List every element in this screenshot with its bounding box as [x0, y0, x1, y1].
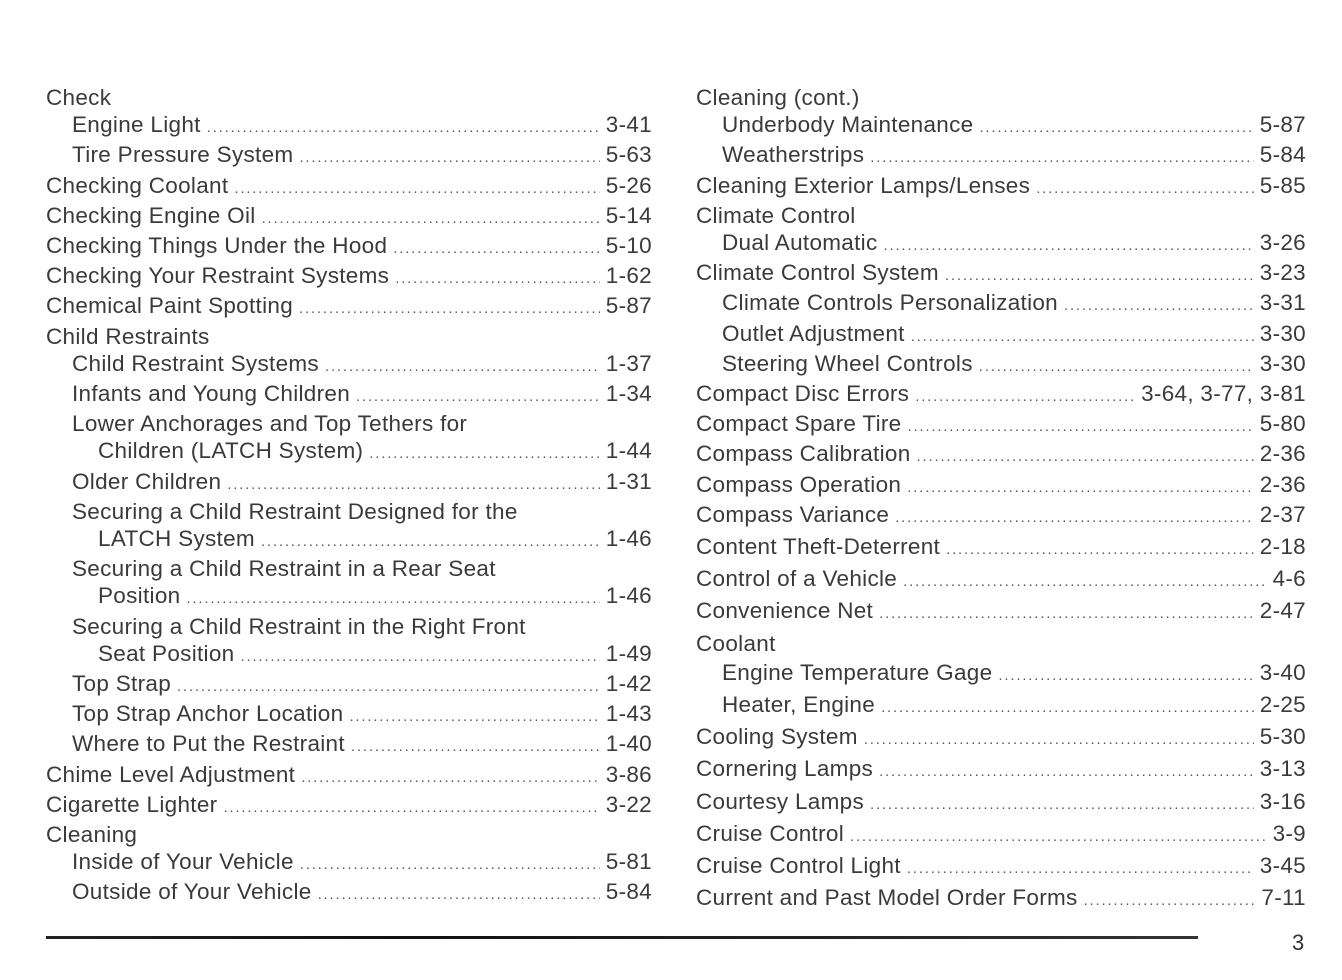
dot-leader: [917, 443, 1254, 470]
entry-text: Securing a Child Restraint Designed for the: [72, 498, 518, 524]
dot-leader: [1084, 887, 1256, 914]
index-entry: [696, 84, 1306, 111]
index-line: [696, 820, 1306, 850]
page-reference: 2-18: [1259, 534, 1306, 560]
dot-leader: [369, 440, 599, 467]
page-reference: 5-87: [1259, 112, 1306, 138]
page-reference: 5-81: [605, 849, 652, 875]
dot-leader: [299, 144, 599, 171]
entry-text: Checking Engine Oil: [46, 202, 256, 228]
entry-text: Cruise Control Light: [696, 853, 901, 879]
page-reference: 5-26: [605, 172, 652, 198]
dot-leader: [186, 585, 599, 612]
index-line: [72, 111, 652, 141]
index-line: [72, 878, 652, 908]
index-subentry: [46, 613, 652, 670]
index-line: [72, 700, 652, 730]
page-reference: 3-64, 3-77, 3-81: [1141, 381, 1306, 407]
index-subentry: [46, 730, 652, 760]
entry-text: Current and Past Model Order Forms: [696, 885, 1078, 911]
index-entry: [46, 84, 652, 111]
page-reference: 1-40: [605, 731, 652, 757]
entry-text: Steering Wheel Controls: [722, 350, 973, 376]
index-subentry: [46, 111, 652, 141]
page-reference: 7-11: [1261, 885, 1306, 911]
index-subentry: [696, 111, 1306, 141]
index-line: [46, 202, 652, 232]
dot-leader: [301, 764, 600, 791]
index-subentry: [46, 498, 652, 555]
dot-leader: [1064, 292, 1254, 319]
index-entry: [696, 884, 1306, 914]
index-line-continued: [72, 640, 652, 670]
index-line: [72, 498, 652, 525]
entry-text: Checking Your Restraint Systems: [46, 263, 390, 289]
index-line: [46, 172, 652, 202]
entry-text-continued: LATCH System: [98, 526, 255, 552]
dot-leader: [234, 175, 599, 202]
dot-leader: [915, 383, 1135, 410]
index-line: [696, 202, 1306, 229]
dot-leader: [227, 471, 600, 498]
index-entry: [696, 533, 1306, 563]
index-entry: [696, 755, 1306, 785]
index-entry: [696, 597, 1306, 627]
dot-leader: [240, 643, 599, 670]
index-line-continued: [72, 437, 652, 467]
index-line: [696, 565, 1306, 595]
entry-text: Cleaning (cont.): [696, 85, 860, 110]
entry-text: Heater, Engine: [722, 692, 876, 718]
page-reference: 5-30: [1259, 724, 1306, 750]
index-subentry: [46, 670, 652, 700]
dot-leader: [850, 823, 1267, 850]
dot-leader: [879, 600, 1254, 627]
index-line: [696, 884, 1306, 914]
entry-text: Courtesy Lamps: [696, 788, 865, 814]
index-line: [46, 232, 652, 262]
entry-text: Dual Automatic: [722, 230, 878, 256]
entry-text: Infants and Young Children: [72, 381, 351, 407]
entry-text: Chime Level Adjustment: [46, 761, 296, 787]
dot-leader: [356, 383, 600, 410]
index-entry: [696, 820, 1306, 850]
index-subentry: [696, 659, 1306, 689]
page-reference: 3-26: [1259, 230, 1306, 256]
index-line: [696, 84, 1306, 111]
index-line: [722, 350, 1306, 380]
index-subentry: [46, 848, 652, 878]
entry-text: Underbody Maintenance: [722, 112, 974, 138]
dot-leader: [395, 265, 600, 292]
dot-leader: [870, 791, 1254, 818]
index-subentry: [46, 141, 652, 171]
entry-text: Securing a Child Restraint in a Rear Seat: [72, 556, 496, 582]
index-subentry: [696, 289, 1306, 319]
entry-text-continued: Children (LATCH System): [98, 438, 364, 464]
index-entry: [46, 821, 652, 848]
page-reference: 5-14: [605, 202, 652, 228]
dot-leader: [262, 205, 600, 232]
index-subentry: [46, 380, 652, 410]
index-line-continued: [72, 525, 652, 555]
page-reference: 1-44: [605, 438, 652, 464]
dot-leader: [884, 232, 1254, 259]
dot-leader: [903, 568, 1266, 595]
page-reference: 3-30: [1259, 320, 1306, 346]
page-reference: 3-9: [1272, 820, 1306, 846]
entry-text: Compass Calibration: [696, 441, 911, 467]
index-line: [696, 533, 1306, 563]
dot-leader: [864, 726, 1254, 753]
index-subentry: [696, 691, 1306, 721]
page-reference: 1-34: [605, 381, 652, 407]
page-reference: 3-40: [1259, 659, 1306, 685]
index-line: [696, 597, 1306, 627]
dot-leader: [907, 855, 1254, 882]
index-subentry: [696, 141, 1306, 171]
page-reference: 2-47: [1259, 598, 1306, 624]
index-entry: [696, 723, 1306, 753]
index-line: [72, 730, 652, 760]
index-line: [72, 350, 652, 380]
index-line: [72, 141, 652, 171]
entry-text: Child Restraints: [46, 323, 210, 349]
entry-text: Chemical Paint Spotting: [46, 293, 294, 319]
dot-leader: [946, 536, 1254, 563]
page-reference: 5-63: [605, 142, 652, 168]
entry-text: Content Theft-Deterrent: [696, 534, 941, 560]
index-entry: [696, 259, 1306, 289]
page-reference: 3-22: [605, 791, 652, 817]
page-number: 3: [1292, 930, 1305, 955]
page-reference: 2-36: [1259, 441, 1306, 467]
index-entry: [696, 852, 1306, 882]
entry-text: Securing a Child Restraint in the Right Front: [72, 613, 526, 639]
page-reference: 3-13: [1259, 756, 1306, 782]
dot-leader: [881, 694, 1254, 721]
entry-text: Control of a Vehicle: [696, 566, 898, 592]
index-subentry: [46, 878, 652, 908]
page-reference: 5-80: [1259, 411, 1306, 437]
index-entry: [696, 565, 1306, 595]
index-line: [722, 111, 1306, 141]
entry-text: Check: [46, 85, 112, 110]
index-line: [46, 292, 652, 322]
index-entry: [46, 202, 652, 232]
index-line: [72, 468, 652, 498]
page-reference: 5-84: [605, 879, 652, 905]
entry-text: Cleaning: [46, 822, 138, 848]
dot-leader: [998, 662, 1253, 689]
index-subentry: [696, 350, 1306, 380]
index-column-left: [46, 84, 652, 909]
index-entry: [696, 630, 1306, 657]
dot-leader: [979, 353, 1254, 380]
page-reference: 3-45: [1259, 853, 1306, 879]
index-line: [72, 848, 652, 878]
page-reference: 5-10: [605, 233, 652, 259]
page-reference: 1-62: [605, 263, 652, 289]
entry-text: Weatherstrips: [722, 142, 865, 168]
entry-text: Outlet Adjustment: [722, 320, 905, 346]
index-line: [696, 755, 1306, 785]
index-line: [696, 380, 1306, 410]
index-line: [72, 380, 652, 410]
entry-text: Compact Spare Tire: [696, 411, 902, 437]
index-entry: [46, 172, 652, 202]
page-reference: 3-31: [1259, 290, 1306, 316]
entry-text: Engine Light: [72, 112, 201, 138]
entry-text-continued: Position: [98, 583, 181, 609]
index-subentry: [696, 229, 1306, 259]
dot-leader: [325, 353, 600, 380]
dot-leader: [979, 114, 1253, 141]
entry-text: Convenience Net: [696, 598, 874, 624]
index-entry: [46, 791, 652, 821]
page-reference: 5-85: [1259, 172, 1306, 198]
index-line: [72, 613, 652, 640]
index-line: [46, 761, 652, 791]
index-line: [46, 262, 652, 292]
index-line: [72, 555, 652, 582]
page-reference: 3-86: [605, 761, 652, 787]
index-entry: [696, 501, 1306, 531]
footer-rule: [46, 936, 1198, 939]
entry-text: Inside of Your Vehicle: [72, 849, 294, 875]
index-entry: [696, 202, 1306, 229]
index-entry: [696, 471, 1306, 501]
dot-leader: [911, 323, 1254, 350]
dot-leader: [223, 794, 599, 821]
page-reference: 3-16: [1259, 788, 1306, 814]
index-subentry: [696, 320, 1306, 350]
index-line-continued: [72, 582, 652, 612]
page-reference: 2-37: [1259, 501, 1306, 527]
entry-text: Outside of Your Vehicle: [72, 879, 312, 905]
page-reference: 5-87: [605, 293, 652, 319]
entry-text: Compass Operation: [696, 471, 902, 497]
entry-text: Coolant: [696, 630, 776, 656]
dot-leader: [945, 262, 1254, 289]
index-entry: [46, 323, 652, 350]
index-line: [696, 440, 1306, 470]
page-reference: 5-84: [1259, 142, 1306, 168]
index-entry: [46, 292, 652, 322]
page-reference: 1-49: [605, 640, 652, 666]
index-line: [72, 670, 652, 700]
entry-text: Cigarette Lighter: [46, 791, 218, 817]
page-reference: 1-37: [605, 350, 652, 376]
index-line: [46, 84, 652, 111]
index-subentry: [46, 468, 652, 498]
dot-leader: [907, 474, 1254, 501]
index-line: [722, 229, 1306, 259]
page-reference: 3-41: [605, 112, 652, 138]
index-line: [696, 723, 1306, 753]
index-entry: [696, 788, 1306, 818]
page-reference: 1-46: [605, 526, 652, 552]
dot-leader: [261, 528, 600, 555]
dot-leader: [351, 733, 600, 760]
dot-leader: [299, 295, 600, 322]
entry-text-continued: Seat Position: [98, 640, 235, 666]
entry-text: Cleaning Exterior Lamps/Lenses: [696, 172, 1031, 198]
page-reference: 3-23: [1259, 260, 1306, 286]
entry-text: Where to Put the Restraint: [72, 731, 345, 757]
index-column-right: [696, 84, 1306, 914]
index-line: [72, 410, 652, 437]
index-line: [696, 788, 1306, 818]
entry-text: Cornering Lamps: [696, 756, 874, 782]
dot-leader: [1036, 175, 1254, 202]
entry-text: Cooling System: [696, 724, 858, 750]
dot-leader: [870, 144, 1253, 171]
entry-text: Checking Things Under the Hood: [46, 233, 388, 259]
index-entry: [46, 262, 652, 292]
entry-text: Climate Control System: [696, 260, 939, 286]
index-line: [722, 691, 1306, 721]
entry-text: Cruise Control: [696, 820, 844, 846]
page-reference: 1-42: [605, 671, 652, 697]
entry-text: Older Children: [72, 468, 222, 494]
index-subentry: [46, 410, 652, 467]
dot-leader: [300, 851, 600, 878]
page-reference: 1-46: [605, 583, 652, 609]
dot-leader: [207, 114, 600, 141]
index-line: [722, 141, 1306, 171]
index-subentry: [46, 350, 652, 380]
page-reference: 2-25: [1259, 692, 1306, 718]
entry-text: Compass Variance: [696, 501, 890, 527]
index-entry: [696, 172, 1306, 202]
index-line: [696, 259, 1306, 289]
page-reference: 1-31: [605, 468, 652, 494]
page-reference: 3-30: [1259, 350, 1306, 376]
dot-leader: [895, 504, 1254, 531]
dot-leader: [879, 758, 1254, 785]
index-line: [722, 320, 1306, 350]
entry-text: Engine Temperature Gage: [722, 659, 993, 685]
index-line: [696, 852, 1306, 882]
entry-text: Checking Coolant: [46, 172, 229, 198]
entry-text: Child Restraint Systems: [72, 350, 319, 376]
dot-leader: [907, 413, 1253, 440]
index-subentry: [46, 700, 652, 730]
entry-text: Lower Anchorages and Top Tethers for: [72, 411, 468, 437]
dot-leader: [318, 881, 600, 908]
entry-text: Top Strap: [72, 671, 172, 697]
index-entry: [696, 380, 1306, 410]
entry-text: Climate Control: [696, 202, 856, 228]
index-subentry: [46, 555, 652, 612]
dot-leader: [393, 235, 599, 262]
dot-leader: [349, 703, 599, 730]
page-reference: 1-43: [605, 701, 652, 727]
index-line: [696, 630, 1306, 657]
entry-text: Top Strap Anchor Location: [72, 701, 344, 727]
index-line: [722, 289, 1306, 319]
index-line: [722, 659, 1306, 689]
entry-text: Tire Pressure System: [72, 142, 294, 168]
entry-text: Climate Controls Personalization: [722, 290, 1058, 316]
index-line: [46, 821, 652, 848]
page-reference: 2-36: [1259, 471, 1306, 497]
index-line: [696, 501, 1306, 531]
index-line: [46, 323, 652, 350]
index-entry: [46, 761, 652, 791]
dot-leader: [177, 673, 600, 700]
index-line: [696, 410, 1306, 440]
index-entry: [696, 440, 1306, 470]
index-entry: [696, 410, 1306, 440]
index-line: [696, 471, 1306, 501]
page-reference: 4-6: [1272, 566, 1306, 592]
index-line: [46, 791, 652, 821]
index-entry: [46, 232, 652, 262]
entry-text: Compact Disc Errors: [696, 381, 910, 407]
index-line: [696, 172, 1306, 202]
